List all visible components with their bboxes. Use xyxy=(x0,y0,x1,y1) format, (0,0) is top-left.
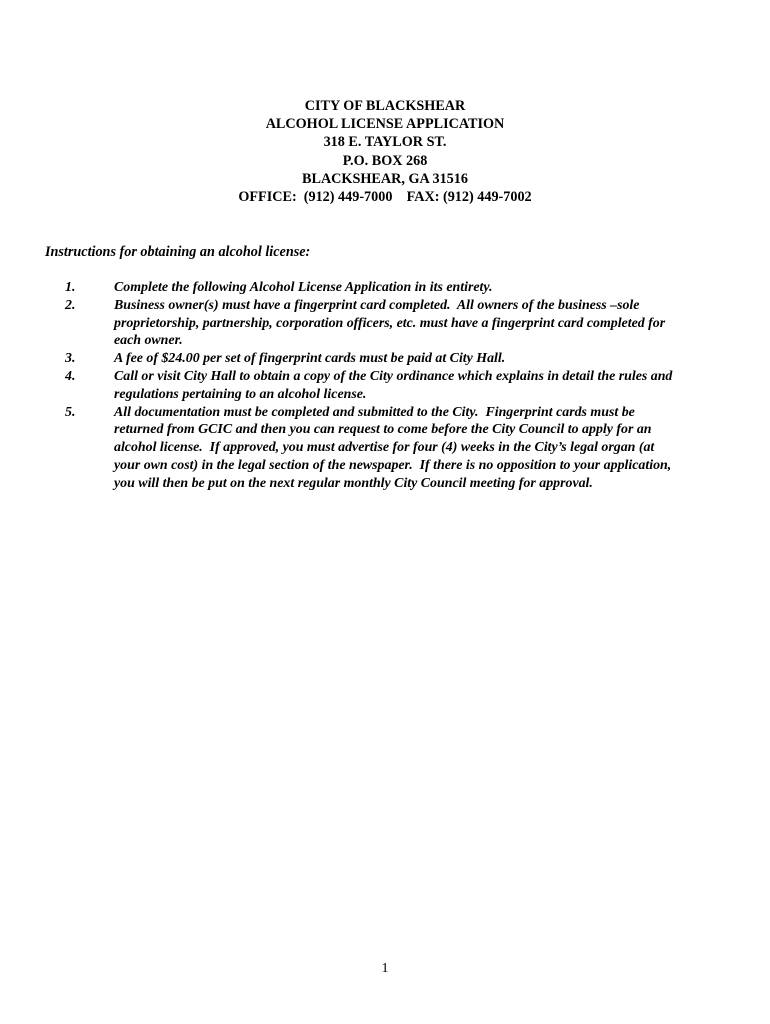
letterhead xyxy=(0,97,770,206)
header-document-title: ALCOHOL LICENSE APPLICATION xyxy=(265,116,505,133)
header-po-box: P.O. BOX 268 xyxy=(342,152,428,169)
instruction-text-line: each owner. xyxy=(114,333,183,349)
instruction-text-line: regulations pertaining to an alcohol license. xyxy=(114,386,367,402)
instruction-number: 4. xyxy=(65,368,76,384)
page-number: 1 xyxy=(381,961,389,976)
instruction-text-line: proprietorship, partnership, corporation officers, etc. must have a fingerprint card completed for xyxy=(114,315,666,331)
instruction-number: 3. xyxy=(65,351,76,367)
header-city-name: CITY OF BLACKSHEAR xyxy=(304,98,466,114)
instructions-heading: Instructions for obtaining an alcohol license: xyxy=(45,244,311,260)
instruction-text-line: Call or visit City Hall to obtain a copy of the City ordinance which explains in detail the rules and xyxy=(114,368,673,384)
header-phone-fax: OFFICE: (912) 449-7000 FAX: (912) 449-7002 xyxy=(238,189,532,206)
instruction-text-line: your own cost) in the legal section of the newspaper. If there is no opposition to your application, xyxy=(114,457,672,473)
header-street-address: 318 E. TAYLOR ST. xyxy=(323,134,447,151)
instruction-text-line: Complete the following Alcohol License Application in its entirety. xyxy=(114,280,493,295)
instruction-item-5 xyxy=(65,404,730,493)
instruction-text-line: returned from GCIC and then you can request to come before the City Council to apply for an xyxy=(114,422,652,438)
instructions-list xyxy=(65,279,730,493)
instruction-item-1 xyxy=(65,279,730,297)
instruction-text-line: you will then be put on the next regular monthly City Council meeting for approval. xyxy=(114,475,593,491)
instruction-text-line: alcohol license. If approved, you must advertise for four (4) weeks in the City’s legal organ (at xyxy=(114,440,655,456)
instruction-item-3 xyxy=(65,350,730,368)
instruction-item-4 xyxy=(65,368,730,404)
instruction-text-line: Business owner(s) must have a fingerprint card completed. All owners of the business –sole xyxy=(114,297,640,313)
header-city-state-zip: BLACKSHEAR, GA 31516 xyxy=(302,170,468,187)
instruction-text-line: All documentation must be completed and submitted to the City. Fingerprint cards must be xyxy=(114,404,635,420)
instruction-number: 2. xyxy=(65,297,76,313)
instruction-number: 5. xyxy=(65,404,76,420)
instruction-text-line: A fee of $24.00 per set of fingerprint cards must be paid at City Hall. xyxy=(114,351,506,367)
instruction-item-2 xyxy=(65,297,730,350)
instruction-number: 1. xyxy=(65,280,76,295)
